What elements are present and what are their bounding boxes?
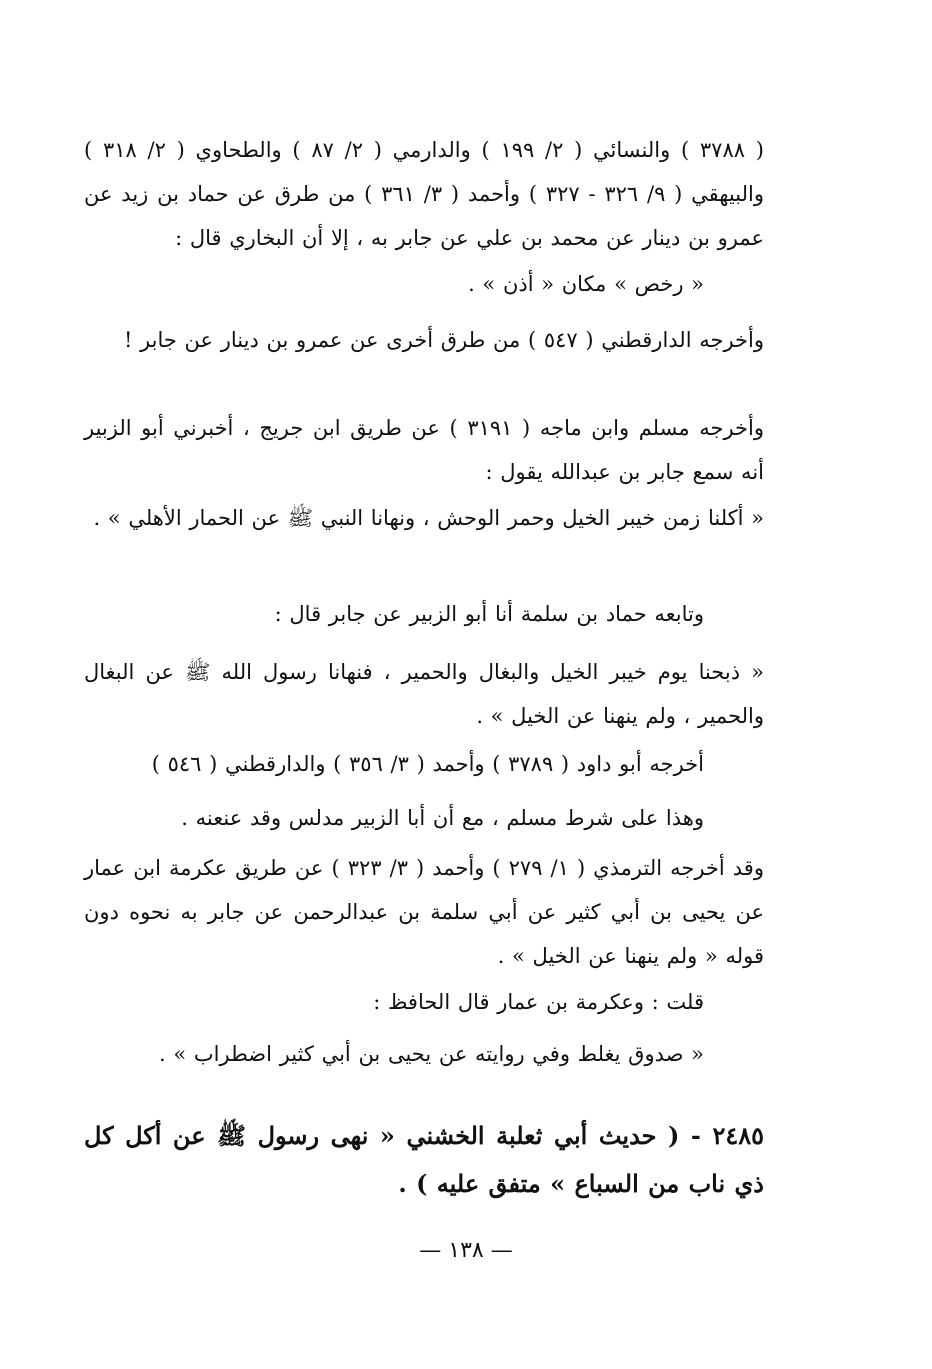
paragraph-hadith-khaybar-1: « أكلنا زمن خيبر الخيل وحمر الوحش ، ونهانا النبي ﷺ عن الحمار الأهلي » . [93,506,764,530]
page-number: — ١٣٨ — [419,1238,513,1263]
paragraph-abu-dawud: أخرجه أبو داود ( ٣٧٨٩ ) وأحمد ( ٣/ ٣٥٦ ) والدارقطني ( ٥٤٦ ) [151,752,704,776]
paragraph-quote-rukhkhisa: « رخص » مكان « أذن » . [468,272,704,296]
paragraph-hadith-khaybar-2: « ذبحنا يوم خيبر الخيل والبغال والحمير ، فنهانا رسول الله ﷺ عن البغال والحمير ، ولم ينهنا عن الخيل » . [84,660,764,728]
paragraph-hammad: وتابعه حماد بن سلمة أنا أبو الزبير عن جابر قال : [274,602,704,626]
paragraph-hafiz-quote: « صدوق يغلط وفي روايته عن يحيى بن أبي كثير اضطراب » . [159,1042,704,1066]
paragraph-daraqutni: وأخرجه الدارقطني ( ٥٤٧ ) من طرق أخرى عن عمرو بن دينار عن جابر ! [123,328,764,352]
paragraph-sources-1: ( ٣٧٨٨ ) والنسائي ( ٢/ ١٩٩ ) والدارمي ( ٢/ ٨٧ ) والطحاوي ( ٢/ ٣١٨ ) والبيهقي ( ٩/ ٣٢٦ - ٣٢٧ ) وأحمد ( ٣/ ٣٦١ ) من طرق عن حماد بن زيد عن عمرو بن دينار عن محمد بن علي عن جابر به ، إلا أن البخاري قال : [84,138,764,250]
paragraph-tirmidhi: وقد أخرجه الترمذي ( ١/ ٢٧٩ ) وأحمد ( ٣/ ٣٢٣ ) عن طريق عكرمة ابن عمار عن يحيى بن أبي كثير عن أبي سلمة بن عبدالرحمن عن جابر به نحوه دون قوله « ولم ينهنا عن الخيل » . [84,856,764,968]
hadith-heading: ٢٤٨٥ - ( حديث أبي ثعلبة الخشني « نهى رسول ﷺ عن أكل كل ذي ناب من السباع » متفق عليه ) . [84,1121,764,1198]
paragraph-muslim: وأخرجه مسلم وابن ماجه ( ٣١٩١ ) عن طريق ابن جريج ، أخبرني أبو الزبير أنه سمع جابر بن عبدالله يقول : [84,416,764,484]
paragraph-muslim-condition: وهذا على شرط مسلم ، مع أن أبا الزبير مدلس وقد عنعنه . [181,806,704,830]
paragraph-qultu: قلت : وعكرمة بن عمار قال الحافظ : [373,990,704,1014]
